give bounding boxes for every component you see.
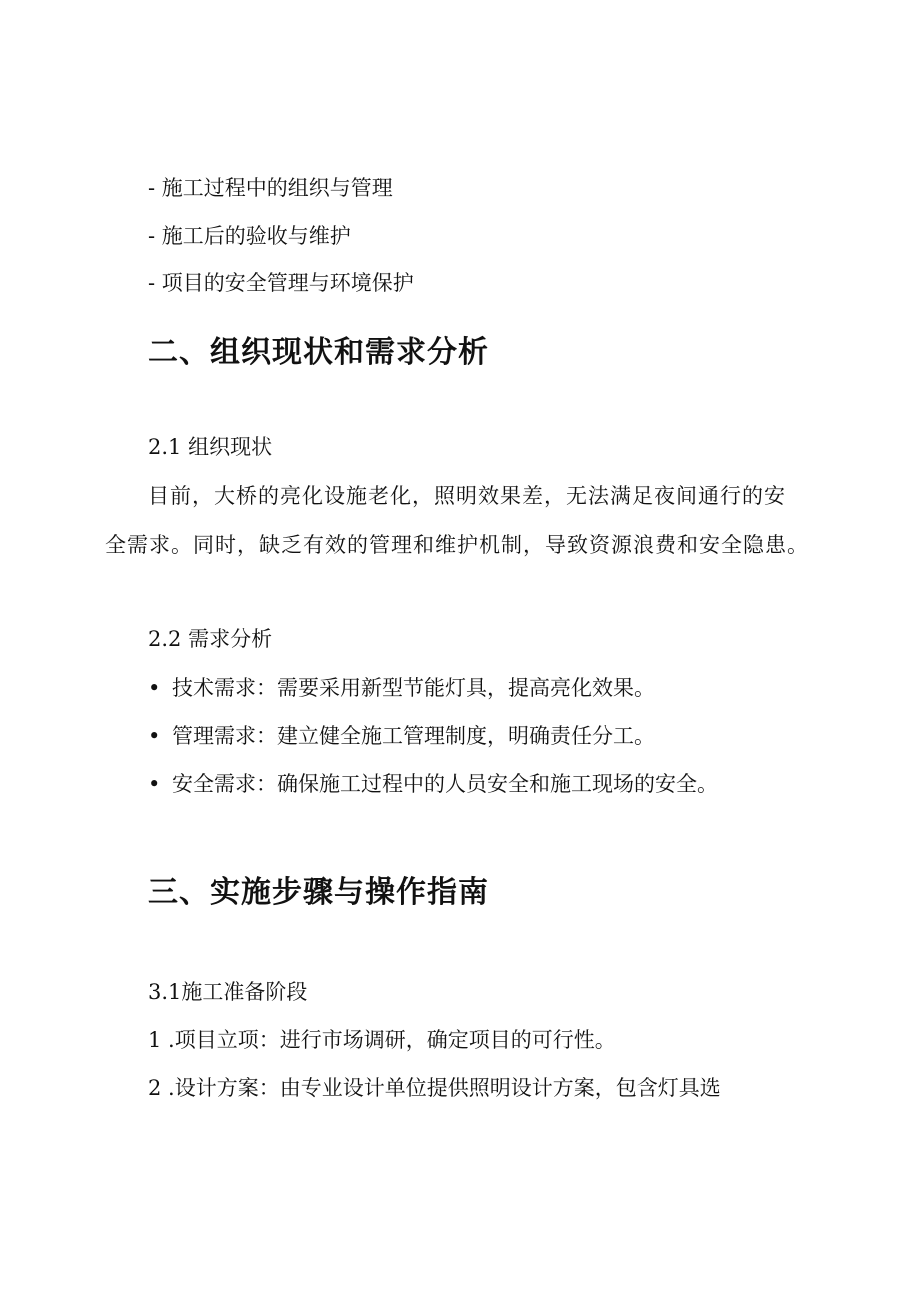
paragraph-line: 目前，大桥的亮化设施老化，照明效果差，无法满足夜间通行的安 — [148, 484, 786, 508]
list-item — [148, 673, 655, 703]
numbered-item: 1 .项目立项：进行市场调研，确定项目的可行性。 — [148, 1028, 616, 1052]
intro-list-item: - 项目的安全管理与环境保护 — [148, 271, 414, 295]
subsection-title: 3.1施工准备阶段 — [148, 980, 308, 1004]
intro-list-item: - 施工后的验收与维护 — [148, 224, 351, 248]
subsection-title: 2.1 组织现状 — [148, 435, 273, 459]
paragraph-line: 全需求。同时，缺乏有效的管理和维护机制，导致资源浪费和安全隐患。 — [105, 533, 809, 557]
section-heading: 三、实施步骤与操作指南 — [148, 875, 489, 910]
list-item — [148, 769, 718, 799]
bullet-icon: • — [148, 772, 161, 796]
bullet-icon: • — [148, 676, 161, 700]
list-item-text: 安全需求：确保施工过程中的人员安全和施工现场的安全。 — [172, 772, 718, 796]
intro-list-item: - 施工过程中的组织与管理 — [148, 176, 393, 200]
subsection-title: 2.2 需求分析 — [148, 627, 273, 651]
list-item — [148, 721, 655, 751]
bullet-icon: • — [148, 724, 161, 748]
list-item-text: 技术需求：需要采用新型节能灯具，提高亮化效果。 — [172, 676, 655, 700]
section-heading: 二、组织现状和需求分析 — [148, 335, 489, 370]
list-item-text: 管理需求：建立健全施工管理制度，明确责任分工。 — [172, 724, 655, 748]
numbered-item: 2 .设计方案：由专业设计单位提供照明设计方案，包含灯具选 — [148, 1076, 721, 1100]
